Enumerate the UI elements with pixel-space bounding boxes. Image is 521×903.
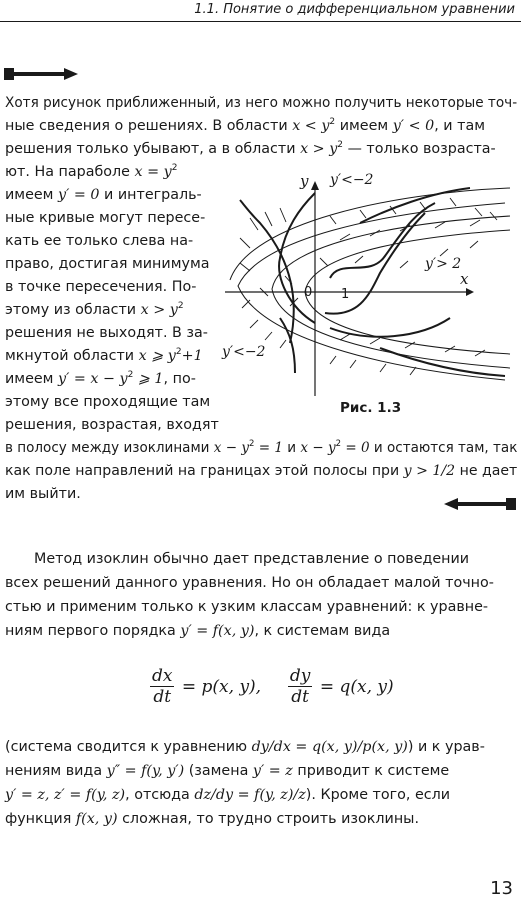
slope-mark (340, 334, 350, 340)
isocline-figure (220, 168, 520, 400)
figure-caption: Рис. 1.3 (340, 400, 402, 416)
slope-mark (250, 320, 258, 328)
slope-mark (470, 241, 478, 248)
text-line: нениям вида y″ = f(y, y′) (замена y′ = z приводит к системе (5, 763, 450, 779)
text-line: кать ее только слева на- (5, 233, 194, 249)
text-line: функция f(x, y) сложная, то трудно строить изоклины. (5, 811, 419, 827)
slope-mark (330, 356, 336, 364)
slope-mark (240, 238, 250, 248)
slope-mark (320, 258, 328, 266)
header-rule (0, 21, 521, 22)
slope-mark (242, 300, 250, 308)
text-line: ные кривые могут пересе- (5, 210, 206, 226)
text-line: стью и применим только к узким классам уравнений: к уравне- (5, 599, 489, 615)
text-line: как поле направлений на границах этой полосы при y > 1/2 не дает (5, 463, 518, 479)
slope-mark (400, 261, 408, 268)
text-line: им выйти. (5, 486, 81, 502)
slope-mark (450, 198, 456, 206)
section-end-arrow-icon (444, 498, 516, 510)
slope-mark (240, 263, 250, 271)
system-formula: $\frac{dx}{dt}$ = p(x, y), $\frac{dy}{dt}$ = q(x, y) (152, 666, 394, 707)
slope-mark (350, 360, 356, 368)
page-number: 13 (490, 878, 513, 899)
region-label-top: y′<−2 (330, 172, 374, 188)
text-line: ные сведения о решениях. В области $x < y^2$ имеем y′ < 0, и там (5, 117, 486, 134)
x-axis-arrow-icon (466, 288, 474, 296)
running-header (0, 0, 521, 22)
text-line: (система сводится к уравнению dy/dx = q(x, y)/p(x, y)) и к урав- (5, 739, 485, 755)
slope-mark (470, 220, 480, 226)
text-line: имеем y′ = 0 и интеграль- (5, 187, 202, 203)
text-line: в полосу между изоклинами $x - y^2 = 1$ и $x - y^2 = 0$ и остаются там, так (5, 439, 518, 456)
text-line: Хотя рисунок приближенный, из него можно получить некоторые точ- (5, 95, 518, 111)
text-line: право, достигая минимума (5, 256, 210, 272)
slope-mark (280, 208, 286, 222)
origin-label: 0 (304, 285, 313, 300)
text-line: этому из области $x > y^2$ (5, 301, 184, 318)
text-line: всех решений данного уравнения. Но он обладает малой точно- (5, 575, 494, 591)
text-line: решения не выходят. В за- (5, 325, 208, 341)
slope-mark (265, 332, 272, 340)
slope-mark (440, 249, 448, 256)
text-line: ют. На параболе $x = y^2$ (5, 163, 178, 180)
x-axis-label: x (460, 270, 469, 288)
text-line: решения только убывают, а в области $x > y^2$ — только возраста- (5, 140, 496, 157)
text-line: y′ = z, z′ = f(y, z), отсюда dz/dy = f(y, z)/z). Кроме того, если (5, 787, 451, 803)
integral-curve (330, 318, 450, 337)
slope-mark (280, 340, 286, 348)
slope-mark (265, 212, 272, 226)
slope-mark (380, 364, 386, 372)
slope-mark (370, 338, 380, 344)
text-line: мкнутой области x ⩾ $y^2+1$ (5, 347, 203, 364)
text-line: ниям первого порядка y′ = f(x, y), к системам вида (5, 623, 391, 639)
section-start-arrow-icon (4, 68, 76, 80)
y-axis-arrow-icon (311, 181, 319, 190)
slope-mark (475, 208, 482, 216)
tick-label-one: 1 (341, 287, 350, 302)
slope-mark (330, 216, 336, 224)
region-label-right: y′> 2 (425, 256, 462, 272)
slope-mark (355, 256, 363, 263)
slope-mark (420, 202, 426, 210)
text-line: имеем $y' = x - y^2$ ⩾ 1, по- (5, 370, 196, 387)
text-line: в точке пересечения. По- (5, 279, 197, 295)
region-label-left: y′<−2 (222, 344, 266, 360)
slope-mark (360, 210, 366, 218)
slope-mark (490, 212, 497, 220)
header-title: 1.1. Понятие о дифференциальном уравнении (194, 2, 515, 17)
text-line: этому все проходящие там (5, 394, 211, 410)
y-axis-label: y (300, 172, 309, 190)
text-line: решения, возрастая, входят (5, 417, 219, 433)
text-line: Метод изоклин обычно дает представление о поведении (34, 551, 470, 567)
slope-mark (410, 367, 416, 375)
